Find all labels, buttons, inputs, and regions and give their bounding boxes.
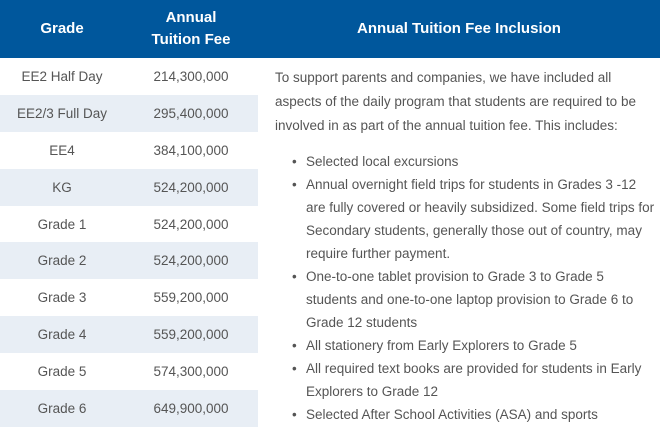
fee-rows <box>0 58 258 427</box>
grade-cell: EE4 <box>49 142 75 158</box>
header-inclusion: Annual Tuition Fee Inclusion <box>357 20 561 37</box>
bullet-icon: • <box>292 154 297 169</box>
bullet-icon: • <box>292 177 297 192</box>
list-item: • One-to-one tablet provision to Grade 3 to Grade 5 students and one-to-one laptop provision to Grade 6 to Grade 12 students <box>306 265 656 334</box>
list-item: • All stationery from Early Explorers to Grade 5 <box>306 334 656 357</box>
grade-cell: Grade 3 <box>37 290 87 306</box>
list-item: • All required text books are provided for students in Early Explorers to Grade 12 <box>306 357 656 403</box>
table-row <box>0 242 258 279</box>
fee-cell: 524,200,000 <box>153 253 229 269</box>
table-row <box>0 95 258 132</box>
fee-cell: 524,200,000 <box>153 179 229 195</box>
grade-cell: Grade 2 <box>37 253 87 269</box>
fee-cell: 295,400,000 <box>153 105 229 121</box>
header-fee-line2: Tuition Fee <box>151 31 231 48</box>
list-item: • Selected After School Activities (ASA) and sports <box>306 403 656 426</box>
grade-cell: Grade 5 <box>37 364 87 380</box>
grade-cell: Grade 4 <box>37 327 87 343</box>
bullet-icon: • <box>292 269 297 284</box>
table-row <box>0 58 258 95</box>
grade-cell: EE2 Half Day <box>21 68 103 84</box>
list-item: • Selected local excursions <box>306 150 656 173</box>
bullet-icon: • <box>292 338 297 353</box>
header-fee-line1: Annual <box>165 9 217 26</box>
table-row <box>0 206 258 243</box>
table-row <box>0 353 258 390</box>
grade-cell: EE2/3 Full Day <box>16 105 108 121</box>
table-header <box>0 0 660 58</box>
inclusion-list <box>292 150 656 426</box>
bullet-icon: • <box>292 361 297 376</box>
inclusion-cell <box>258 58 660 427</box>
grade-cell: Grade 6 <box>37 400 87 416</box>
fee-cell: 559,200,000 <box>153 327 229 343</box>
inclusion-intro: To support parents and companies, we have included all aspects of the daily program that students are required to be involved in as part of the annual tuition fee. This includes: <box>275 70 636 133</box>
header-grade: Grade <box>40 20 84 37</box>
table-row <box>0 169 258 206</box>
grade-cell: Grade 1 <box>37 216 87 232</box>
list-item: • Annual overnight field trips for students in Grades 3 -12 are fully covered or heavily subsidized. Some field trips for Secondary students, generally those out of country, may require further payment. <box>306 173 656 265</box>
fee-cell: 574,300,000 <box>153 364 229 380</box>
fee-cell: 214,300,000 <box>153 68 229 84</box>
fee-cell: 559,200,000 <box>153 290 229 306</box>
bullet-icon: • <box>292 407 297 422</box>
table-row <box>0 279 258 316</box>
fee-cell: 649,900,000 <box>153 400 229 416</box>
header-annual-tuition-fee <box>124 0 258 58</box>
fee-cell: 384,100,000 <box>153 142 229 158</box>
table-row <box>0 390 258 427</box>
table-row <box>0 316 258 353</box>
table-row <box>0 132 258 169</box>
fee-cell: 524,200,000 <box>153 216 229 232</box>
grade-cell: KG <box>52 179 72 195</box>
